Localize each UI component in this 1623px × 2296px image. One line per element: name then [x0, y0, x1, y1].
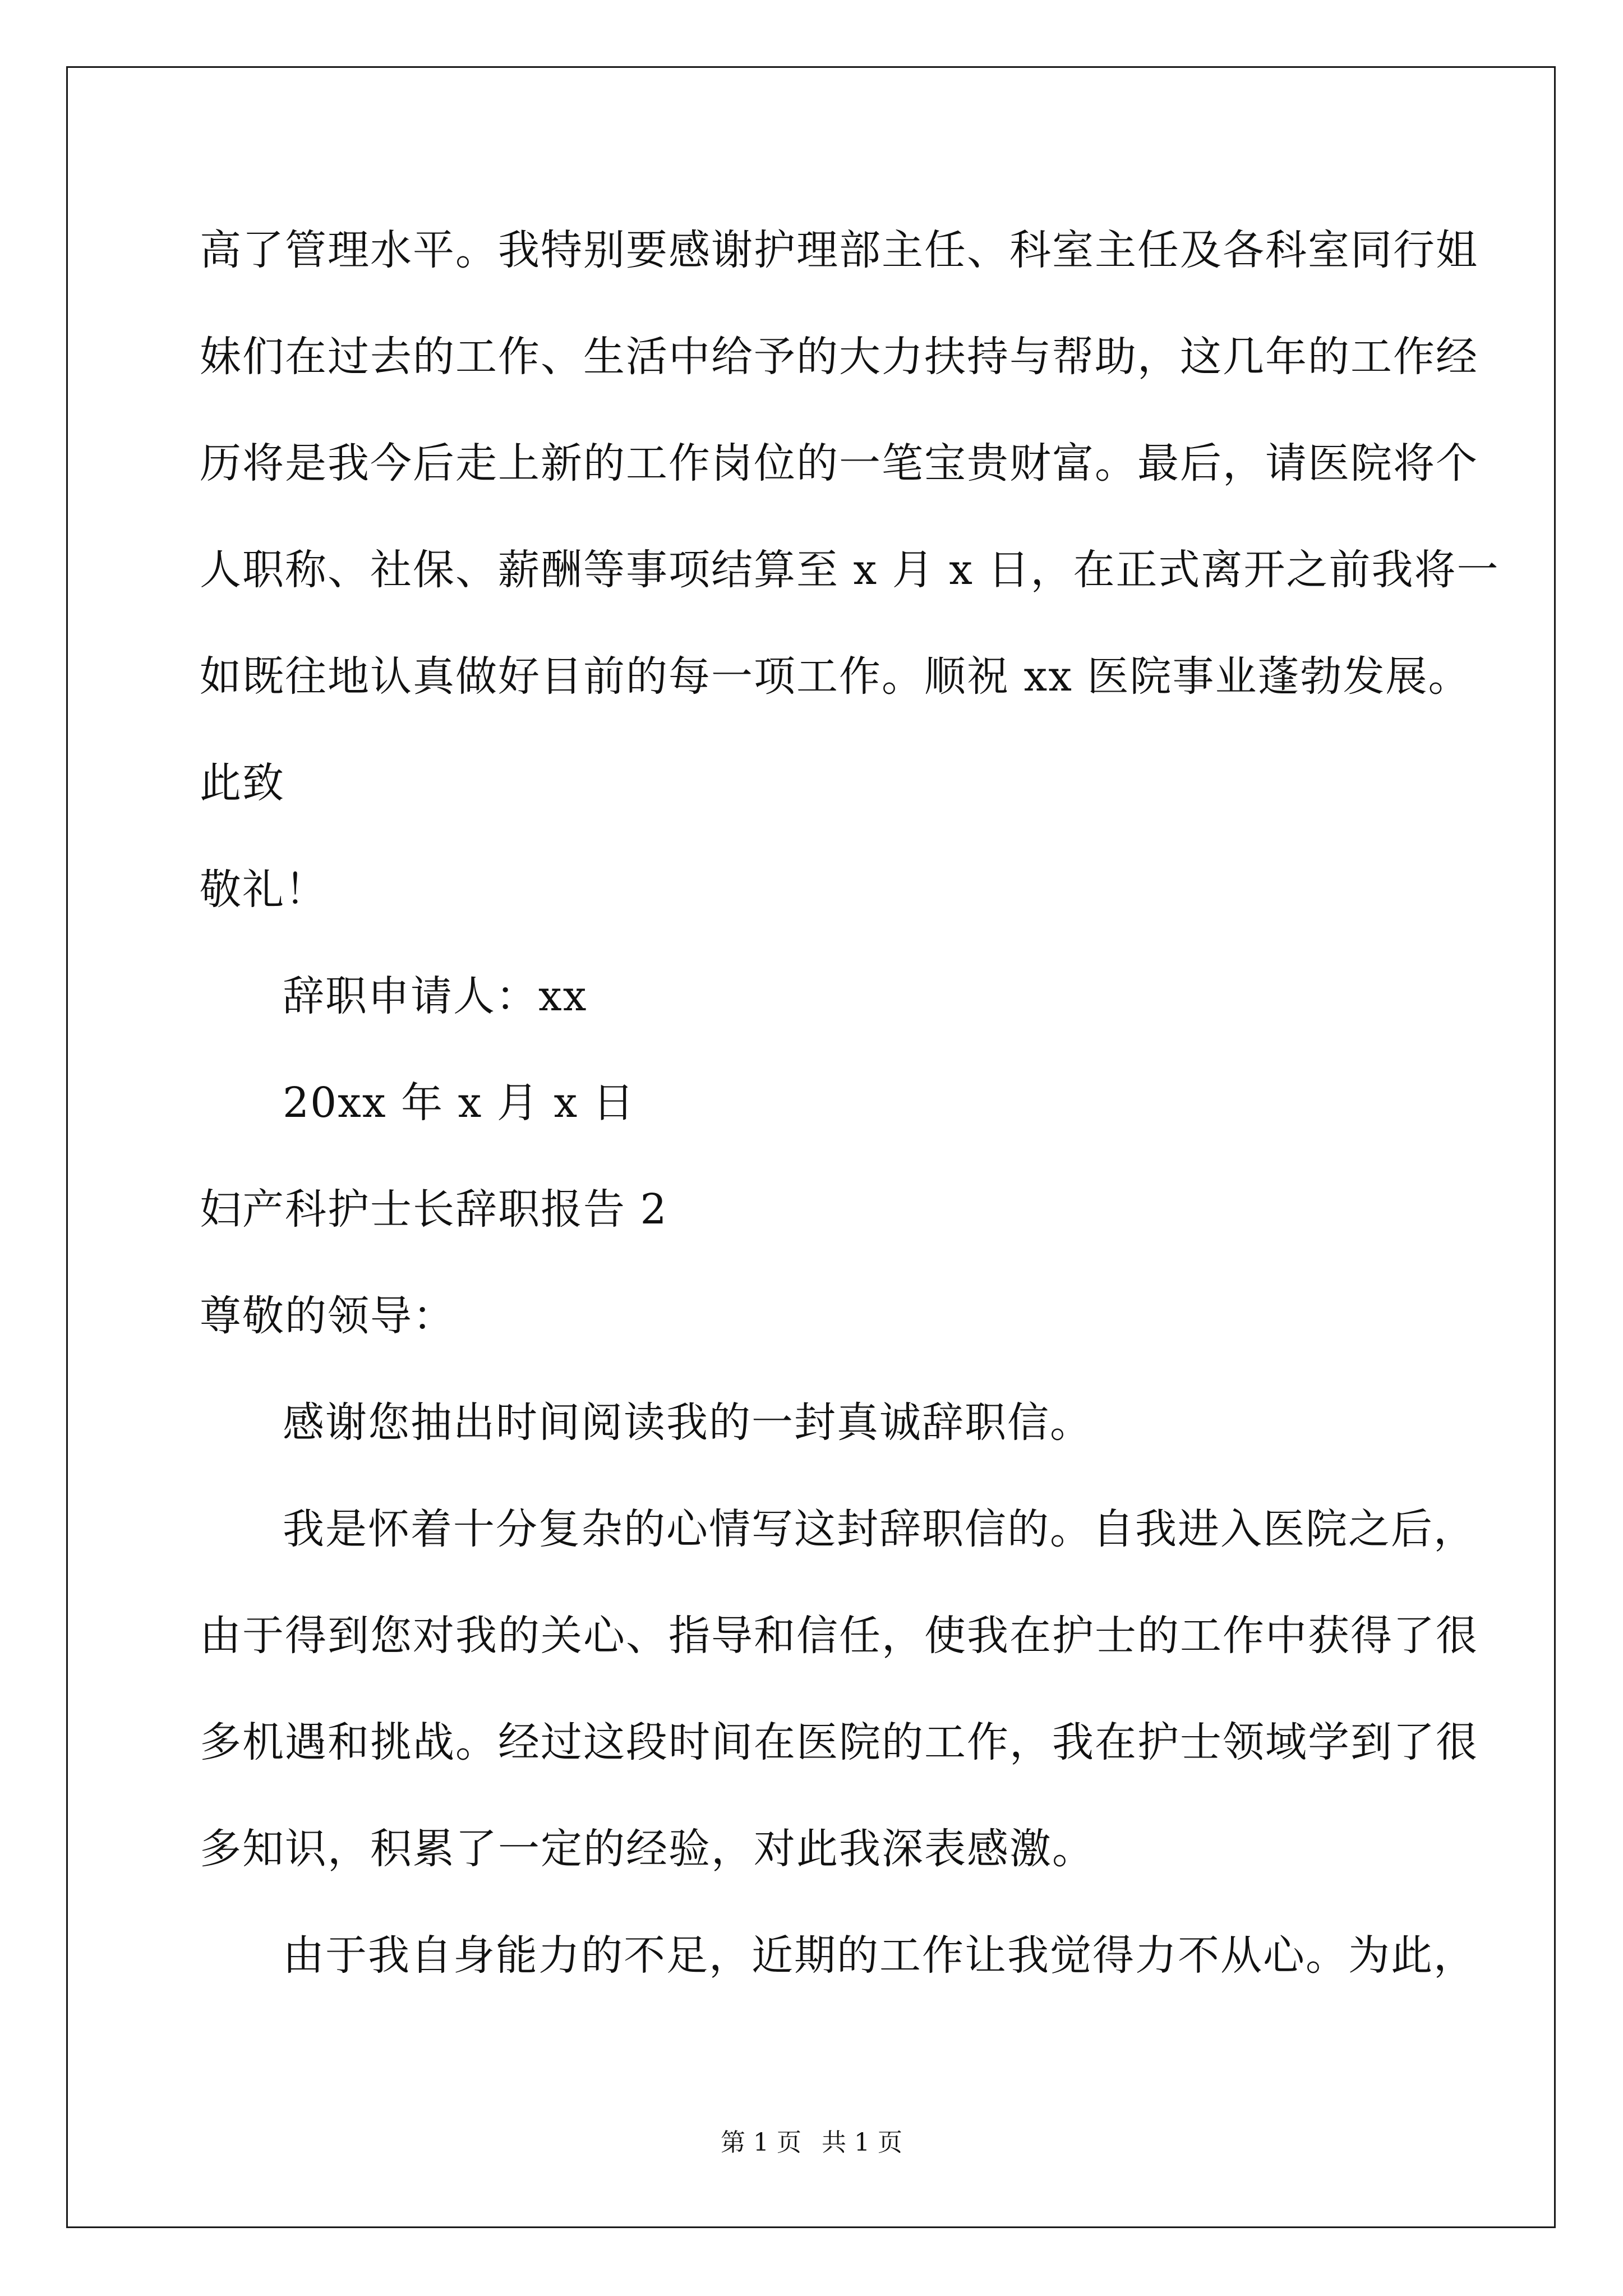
closing-salutation: 此致: [200, 759, 285, 807]
text-line: 多机遇和挑战。经过这段时间在医院的工作，我在护士领域学到了很: [200, 1718, 1478, 1766]
text-line: 人职称、社保、薪酬等事项结算至 x 月 x 日，在正式离开之前我将一: [200, 546, 1500, 594]
greeting: 尊敬的领导：: [200, 1292, 455, 1340]
text-line: 由于得到您对我的关心、指导和信任，使我在护士的工作中获得了很: [200, 1612, 1478, 1660]
page-number: 第 1 页: [721, 2128, 801, 2157]
text-line: 我是怀着十分复杂的心情写这封辞职信的。自我进入医院之后，: [283, 1505, 1476, 1553]
text-line: 如既往地认真做好目前的每一项工作。顺祝 xx 医院事业蓬勃发展。: [200, 652, 1471, 701]
text-line: 高了管理水平。我特别要感谢护理部主任、科室主任及各科室同行姐: [200, 226, 1478, 274]
closing-respect: 敬礼！: [200, 866, 328, 914]
text-line: 历将是我今后走上新的工作岗位的一笔宝贵财富。最后，请医院将个: [200, 439, 1478, 487]
text-line: 妹们在过去的工作、生活中给予的大力扶持与帮助，这几年的工作经: [200, 333, 1478, 381]
signature-applicant: 辞职申请人：xx: [283, 972, 588, 1020]
page-total: 共 1 页: [822, 2128, 902, 2157]
page-footer: [0, 2126, 1623, 2160]
section-title: 妇产科护士长辞职报告 2: [200, 1185, 668, 1234]
page-border: [66, 66, 1556, 2228]
text-line: 多知识，积累了一定的经验，对此我深表感激。: [200, 1825, 1095, 1873]
text-line: 感谢您抽出时间阅读我的一封真诚辞职信。: [283, 1398, 1092, 1447]
signature-date: 20xx 年 x 月 x 日: [283, 1079, 635, 1127]
text-line: 由于我自身能力的不足，近期的工作让我觉得力不从心。为此，: [283, 1931, 1476, 1980]
